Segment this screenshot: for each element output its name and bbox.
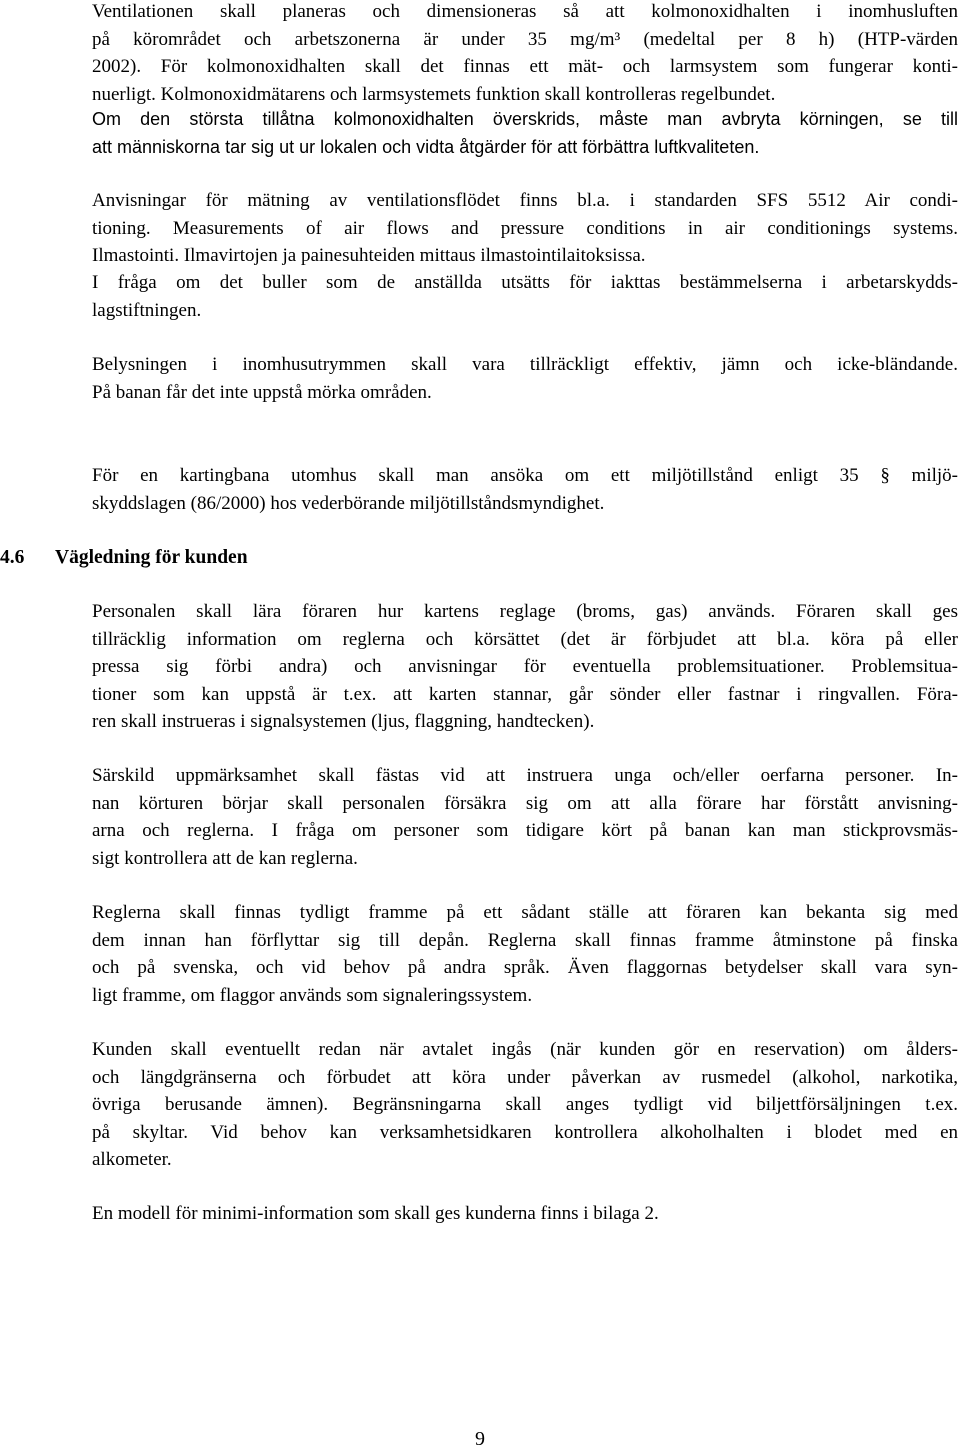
text-line: på körområdet och arbetszonerna är under 35 mg/m³ (medeltal per 8 h) (HTP-värden — [92, 28, 958, 50]
text-line: arna och reglerna. I fråga om personer som tidigare kört på banan kan man stickprovsmäs- — [92, 820, 958, 841]
text-line: sigt kontrollera att de kan reglerna. — [92, 847, 358, 869]
page-number: 9 — [475, 1428, 485, 1450]
text-line: tillräcklig information om reglerna och körsättet (det är förbjudet att bl.a. köra på eller — [92, 628, 958, 650]
section-heading — [0, 544, 248, 572]
text-line: I fråga om det buller som de anställda utsätts för iakttas bestämmelserna i arbetarskydds- — [92, 272, 958, 293]
paragraph-ventilation — [92, 0, 958, 108]
paragraph-measurement-standard — [92, 187, 958, 270]
text-line: Ilmastointi. Ilmavirtojen ja painesuhteiden mittaus ilmastointilaitoksissa. — [92, 245, 646, 266]
text-line: övriga berusande ämnen). Begränsningarna skall anges tydligt vid biljettförsäljningen t.ex. — [92, 1094, 958, 1115]
text-line: nan körturen börjar skall personalen försäkra sig om att alla förare har förstått anvisning- — [92, 792, 958, 814]
section-title: Vägledning för kunden — [55, 547, 248, 568]
text-line: Särskild uppmärksamhet skall fästas vid att instruera unga och/eller oerfarna personer. In- — [92, 765, 958, 786]
text-line: Ventilationen skall planeras och dimensioneras så att kolmonoxidhalten i inomhusluften — [92, 1, 958, 22]
paragraph-noise — [92, 269, 958, 324]
text-line: på skyltar. Vid behov kan verksamhetsidkaren kontrollera alkoholhalten i blodet med en — [92, 1121, 958, 1143]
text-line: Reglerna skall finnas tydligt framme på ett sådant ställe att föraren kan bekanta sig med — [92, 902, 958, 923]
text-line: 2002). För kolmonoxidhalten skall det finnas ett mät- och larmsystem som fungerar konti- — [92, 56, 958, 77]
text-line: ligt framme, om flaggor används som signaleringssystem. — [92, 984, 533, 1006]
text-line: lagstiftningen. — [92, 299, 202, 321]
text-line: En modell för minimi-information som skall ges kunderna finns i bilaga 2. — [92, 1203, 659, 1224]
text-line: Kunden skall eventuellt redan när avtalet ingås (när kunden gör en reservation) om ålders- — [92, 1039, 958, 1060]
section-number: 4.6 — [0, 547, 25, 568]
text-line: Om den största tillåtna kolmonoxidhalten överskrids, måste man avbryta körningen, se till — [92, 109, 958, 129]
text-line: nuerligt. Kolmonoxidmätarens och larmsystemets funktion skall kontrolleras regelbundet. — [92, 83, 776, 105]
paragraph-lighting — [92, 351, 958, 406]
text-line: Belysningen i inomhusutrymmen skall vara tillräckligt effektiv, jämn och icke-bländande. — [92, 354, 958, 375]
text-line: tioner som kan uppstå är t.ex. att karten stannar, går sönder eller fastnar i ringvallen. Föra- — [92, 683, 958, 705]
paragraph-special-attention — [92, 762, 958, 872]
text-line: Anvisningar för mätning av ventilationsflödet finns bl.a. i standarden SFS 5512 Air condi- — [92, 190, 958, 211]
paragraph-rules-display — [92, 899, 958, 1009]
text-line: pressa sig förbi andra) och anvisningar för eventuella problemsituationer. Problemsitua- — [92, 656, 958, 677]
text-line: För en kartingbana utomhus skall man ansöka om ett miljötillstånd enligt 35 § miljö- — [92, 465, 958, 486]
text-line: ren skall instrueras i signalsystemen (ljus, flaggning, handtecken). — [92, 711, 595, 732]
text-line: och på svenska, och vid behov på andra språk. Även flaggornas betydelser skall vara syn- — [92, 957, 958, 978]
text-line: och längdgränserna och förbudet att köra under påverkan av rusmedel (alkohol, narkotika, — [92, 1066, 958, 1088]
paragraph-customer-restrictions — [92, 1036, 958, 1174]
text-line: alkometer. — [92, 1149, 172, 1170]
text-line: Personalen skall lära föraren hur kartens reglage (broms, gas) används. Föraren skall ges — [92, 601, 958, 622]
text-line: På banan får det inte uppstå mörka områden. — [92, 381, 432, 403]
text-line: skyddslagen (86/2000) hos vederbörande miljötillståndsmyndighet. — [92, 492, 605, 514]
text-line: att människorna tar sig ut ur lokalen och vidta åtgärder för att förbättra luftkvaliteten. — [92, 136, 760, 157]
paragraph-personnel-instruction — [92, 598, 958, 736]
text-line: tioning. Measurements of air flows and pressure conditions in air conditionings systems. — [92, 217, 958, 239]
paragraph-co-limit — [92, 106, 958, 161]
paragraph-environmental-permit — [92, 462, 958, 517]
text-line: dem innan han förflyttar sig till depån. Reglerna skall finnas framme åtminstone på finska — [92, 929, 958, 951]
paragraph-info-model — [92, 1200, 958, 1228]
